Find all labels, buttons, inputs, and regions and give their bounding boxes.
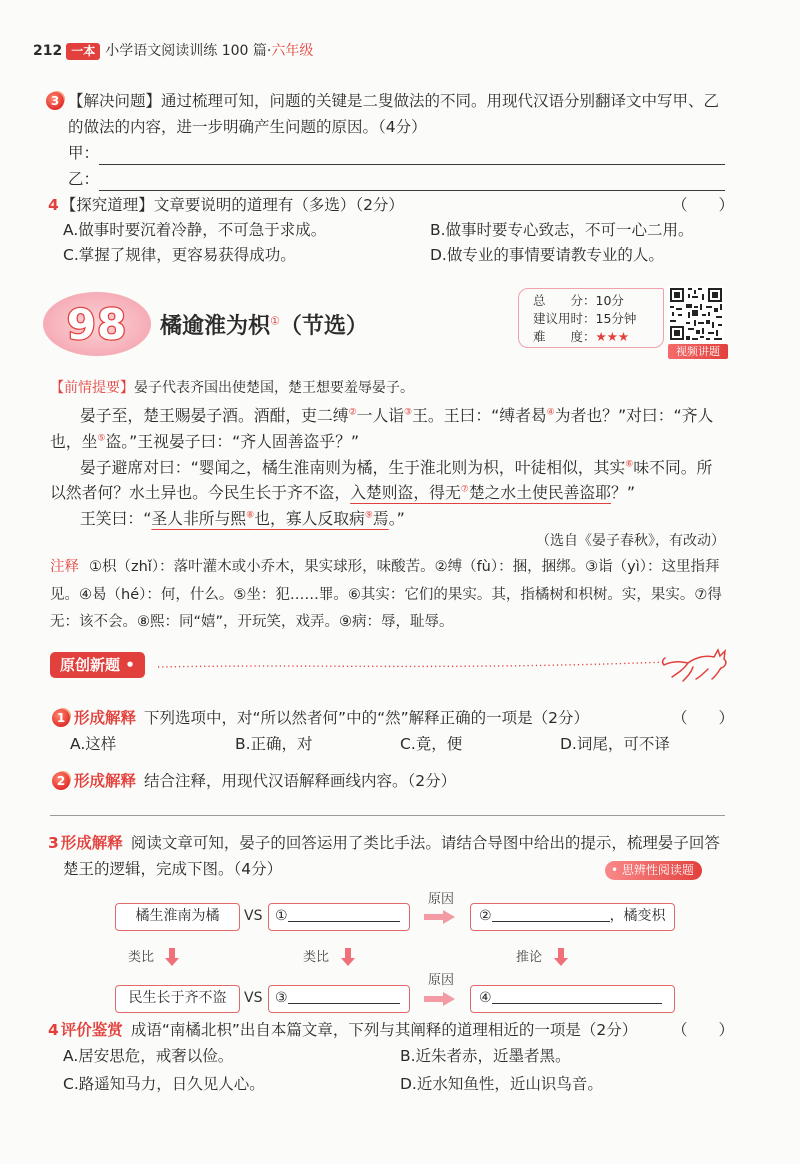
passage-paragraph-3 — [50, 506, 725, 532]
option-a: A.做事时要沉着冷静，不可急于求成。 — [63, 221, 327, 239]
question-number-icon: 1 — [52, 709, 70, 727]
question-type: 形成解释 — [60, 834, 123, 852]
passage-text: 入楚则盗，得无 — [350, 483, 461, 503]
link-label-analogy: 类比 — [303, 950, 330, 965]
question-text: 成语“南橘北枳”出自本篇文章，下列与其阐释的道理相近的一项是（2分） — [130, 1021, 638, 1039]
option-b: B.做事时要专心致志，不可一心二用。 — [430, 221, 694, 239]
annotations — [50, 554, 725, 637]
passage-text: 为者也？”对曰：“齐人也，坐 — [50, 406, 714, 451]
question-4 — [48, 1017, 673, 1043]
question-text: 阅读文章可知，晏子的回答运用了类比手法。请结合导图中给出的提示，梳理晏子回答楚王的逻辑，完成下图。（4分） — [63, 834, 720, 878]
options-row — [63, 1072, 725, 1097]
option-d: D.词尾，可不译 — [560, 735, 670, 753]
passage-text: ？” — [611, 483, 635, 503]
video-lecture-label: 视频讲题 — [668, 344, 728, 359]
question-number: 4 — [48, 1021, 59, 1039]
answer-row-jia — [68, 141, 725, 165]
lesson-info-box — [518, 288, 664, 348]
badge-label: 思辨性阅读题 — [621, 863, 694, 877]
passage-text: 圣人非所与熙 — [151, 509, 247, 529]
answer-line-yi[interactable] — [99, 167, 725, 191]
preface-text: 晏子代表齐国出使楚国，楚王想要羞辱晏子。 — [134, 380, 414, 396]
cat-icon — [660, 642, 732, 684]
qr-code — [668, 286, 724, 342]
lesson-title — [160, 309, 368, 340]
option-a: A.这样 — [70, 735, 117, 753]
blank-line[interactable] — [492, 906, 610, 922]
premise-box-2: 民生长于齐不盗 — [115, 985, 240, 1013]
info-time — [533, 310, 663, 328]
question-text: 文章要说明的道理有（多选）（2分） — [153, 196, 404, 214]
annotations-label: 注释 — [50, 559, 79, 575]
footnote-ref: ① — [270, 314, 280, 328]
passage-text: 。” — [388, 509, 405, 529]
answer-line[interactable] — [50, 815, 725, 816]
vs-label: VS — [244, 908, 263, 924]
result-box-2[interactable] — [470, 985, 675, 1013]
vs-label: VS — [244, 990, 263, 1006]
passage-text: 味不同。所以然者何？水土异也。今民生长于齐不盗， — [50, 457, 713, 503]
lesson-number-badge — [43, 292, 151, 356]
question-number-icon: 2 — [52, 772, 70, 790]
option-d: D.近水知鱼性，近山识鸟音。 — [400, 1075, 603, 1093]
answer-paren[interactable]: （ ） — [672, 709, 735, 727]
page-header — [33, 41, 313, 61]
question-type: 评价鉴赏 — [60, 1021, 123, 1039]
footnote-ref: ② — [348, 407, 357, 418]
qr-code-icon — [668, 286, 724, 342]
passage — [50, 403, 725, 532]
passage-text: 楚之水土使民善盗耶 — [468, 483, 612, 503]
answer-label-jia: 甲： — [68, 144, 100, 162]
blank-line[interactable] — [288, 988, 400, 1004]
answer-label-yi: 乙： — [68, 170, 100, 188]
result-suffix: ，橘变枳 — [609, 908, 666, 924]
passage-text: 也，寡人反取病 — [254, 509, 365, 529]
option-b: B.近朱者赤，近墨者黑。 — [400, 1047, 571, 1065]
question-1 — [74, 705, 674, 731]
right-arrow-icon — [424, 910, 456, 924]
right-arrow-icon — [424, 992, 456, 1006]
passage-paragraph-1 — [50, 403, 725, 455]
footnote-ref: ⑨ — [364, 510, 373, 521]
grade-label: 六年级 — [271, 43, 314, 59]
blank-number: ② — [479, 908, 492, 924]
question-number: 3 — [48, 834, 59, 852]
link-label-analogy: 类比 — [128, 950, 155, 965]
difficulty-stars: ★★★ — [595, 329, 630, 344]
blank-box-3[interactable] — [268, 985, 410, 1013]
blank-number: ④ — [479, 990, 492, 1006]
info-value: 15分钟 — [595, 311, 637, 326]
lesson-title-suffix: （节选） — [279, 314, 368, 339]
passage-text: 晏子避席对曰：“婴闻之，橘生淮南则为橘，生于淮北则为枳，叶徒相似，其实 — [80, 457, 626, 477]
footnote-ref: ③ — [404, 407, 413, 418]
options-row — [63, 1044, 725, 1069]
preface-label: 【前情提要】 — [50, 380, 134, 396]
footnote-ref: ⑦ — [460, 485, 469, 496]
info-total — [533, 292, 663, 310]
badge-dot: • — [611, 863, 619, 877]
passage-text: 晏子至，楚王赐晏子酒。酒酣，吏二缚 — [80, 406, 349, 425]
option-c: C.竟，便 — [400, 735, 463, 753]
info-value: 10分 — [595, 293, 624, 308]
source-citation: （选自《晏子春秋》，有改动） — [536, 533, 725, 549]
brand-badge: 一本 — [66, 43, 100, 60]
link-label-inference: 推论 — [516, 950, 543, 965]
question-category-badge — [605, 861, 702, 880]
blank-number: ① — [275, 908, 288, 924]
question-2 — [74, 768, 725, 794]
underlined-sentence-2 — [151, 509, 388, 528]
answer-row-yi — [68, 167, 725, 191]
down-arrow-icon — [341, 948, 355, 966]
footnote-ref: ⑥ — [625, 459, 634, 470]
question-number-icon: 3 — [46, 92, 64, 110]
annotations-text: ①枳（zhǐ）：落叶灌木或小乔木，果实球形，味酸苦。②缚（fù）：捆，捆绑。③诣（yì）：这里指拜见。④曷（hé）：何，什么。⑤坐：犯……罪。⑥其实：它们的果实。其，指橘树和枳树。实，果实。⑦得无：该不会。⑧熙：同“嬉”，开玩笑，戏弄。⑨病：辱，耻辱。 — [50, 559, 722, 630]
question-text: 结合注释，用现代汉语解释画线内容。（2分） — [144, 772, 457, 790]
lesson-number: 98 — [66, 299, 128, 349]
option-c: C.掌握了规律，更容易获得成功。 — [63, 246, 296, 264]
answer-paren[interactable]: （ ） — [672, 196, 735, 214]
section-banner — [50, 652, 145, 678]
footnote-ref: ⑤ — [97, 433, 106, 444]
passage-text: 焉 — [372, 509, 389, 529]
lesson-title-text: 橘逾淮为枳 — [160, 314, 271, 339]
option-c: C.路遥知马力，日久见人心。 — [63, 1075, 265, 1093]
prev-question-3 — [68, 88, 725, 140]
question-type: 形成解释 — [74, 709, 137, 727]
arrow-label-reason: 原因 — [428, 973, 455, 988]
options-row — [70, 732, 725, 757]
blank-box-1[interactable] — [268, 903, 410, 931]
blank-line[interactable] — [288, 906, 400, 922]
question-text: 下列选项中，对“所以然者何”中的“然”解释正确的一项是（2分） — [144, 709, 589, 727]
passage-text: 盗。”王视晏子曰：“齐人固善盗乎？” — [105, 431, 360, 451]
option-d: D.做专业的事情要请教专业的人。 — [430, 246, 664, 264]
title-separator: · — [266, 43, 272, 59]
info-difficulty — [533, 328, 663, 346]
option-b: B.正确，对 — [235, 735, 313, 753]
down-arrow-icon — [554, 948, 568, 966]
passage-text: 王。王曰：“缚者曷 — [412, 406, 547, 425]
section-dot: • — [125, 656, 135, 674]
footnote-ref: ④ — [546, 407, 555, 418]
option-a: A.居安思危，戒奢以俭。 — [63, 1047, 234, 1065]
arrow-label-reason: 原因 — [428, 892, 455, 907]
question-tag: 【探究道理】 — [60, 196, 154, 214]
passage-text: 一人诣 — [356, 406, 405, 425]
info-label: 难 度： — [533, 329, 596, 344]
footnote-ref: ⑧ — [246, 510, 255, 521]
answer-paren[interactable]: （ ） — [672, 1021, 735, 1039]
page-number: 212 — [33, 43, 63, 59]
options-row — [63, 243, 725, 268]
section-title: 原创新题 — [60, 656, 121, 674]
answer-line-jia[interactable] — [99, 141, 725, 165]
info-label: 总 分： — [533, 293, 596, 308]
blank-number: ③ — [275, 990, 288, 1006]
question-text: 通过梳理可知，问题的关键是二叟做法的不同。用现代汉语分别翻译文中写甲、乙的做法的内容，进一步明确产生问题的原因。（4分） — [68, 92, 720, 136]
blank-line[interactable] — [492, 988, 662, 1004]
passage-paragraph-2 — [50, 455, 725, 507]
preface — [50, 378, 725, 398]
prev-question-4 — [48, 192, 668, 218]
result-box-1[interactable] — [470, 903, 675, 931]
book-title: 小学语文阅读训练 100 篇 — [105, 43, 267, 59]
info-label: 建议用时： — [533, 311, 596, 326]
options-row — [63, 218, 725, 243]
underlined-sentence-1 — [350, 483, 611, 502]
question-tag: 【解决问题】 — [68, 92, 162, 110]
question-type: 形成解释 — [74, 772, 137, 790]
down-arrow-icon — [165, 948, 179, 966]
dotted-divider — [158, 652, 668, 676]
passage-text: 王笑曰：“ — [80, 509, 152, 529]
question-number: 4 — [48, 196, 59, 214]
premise-box-1: 橘生淮南为橘 — [115, 903, 240, 931]
